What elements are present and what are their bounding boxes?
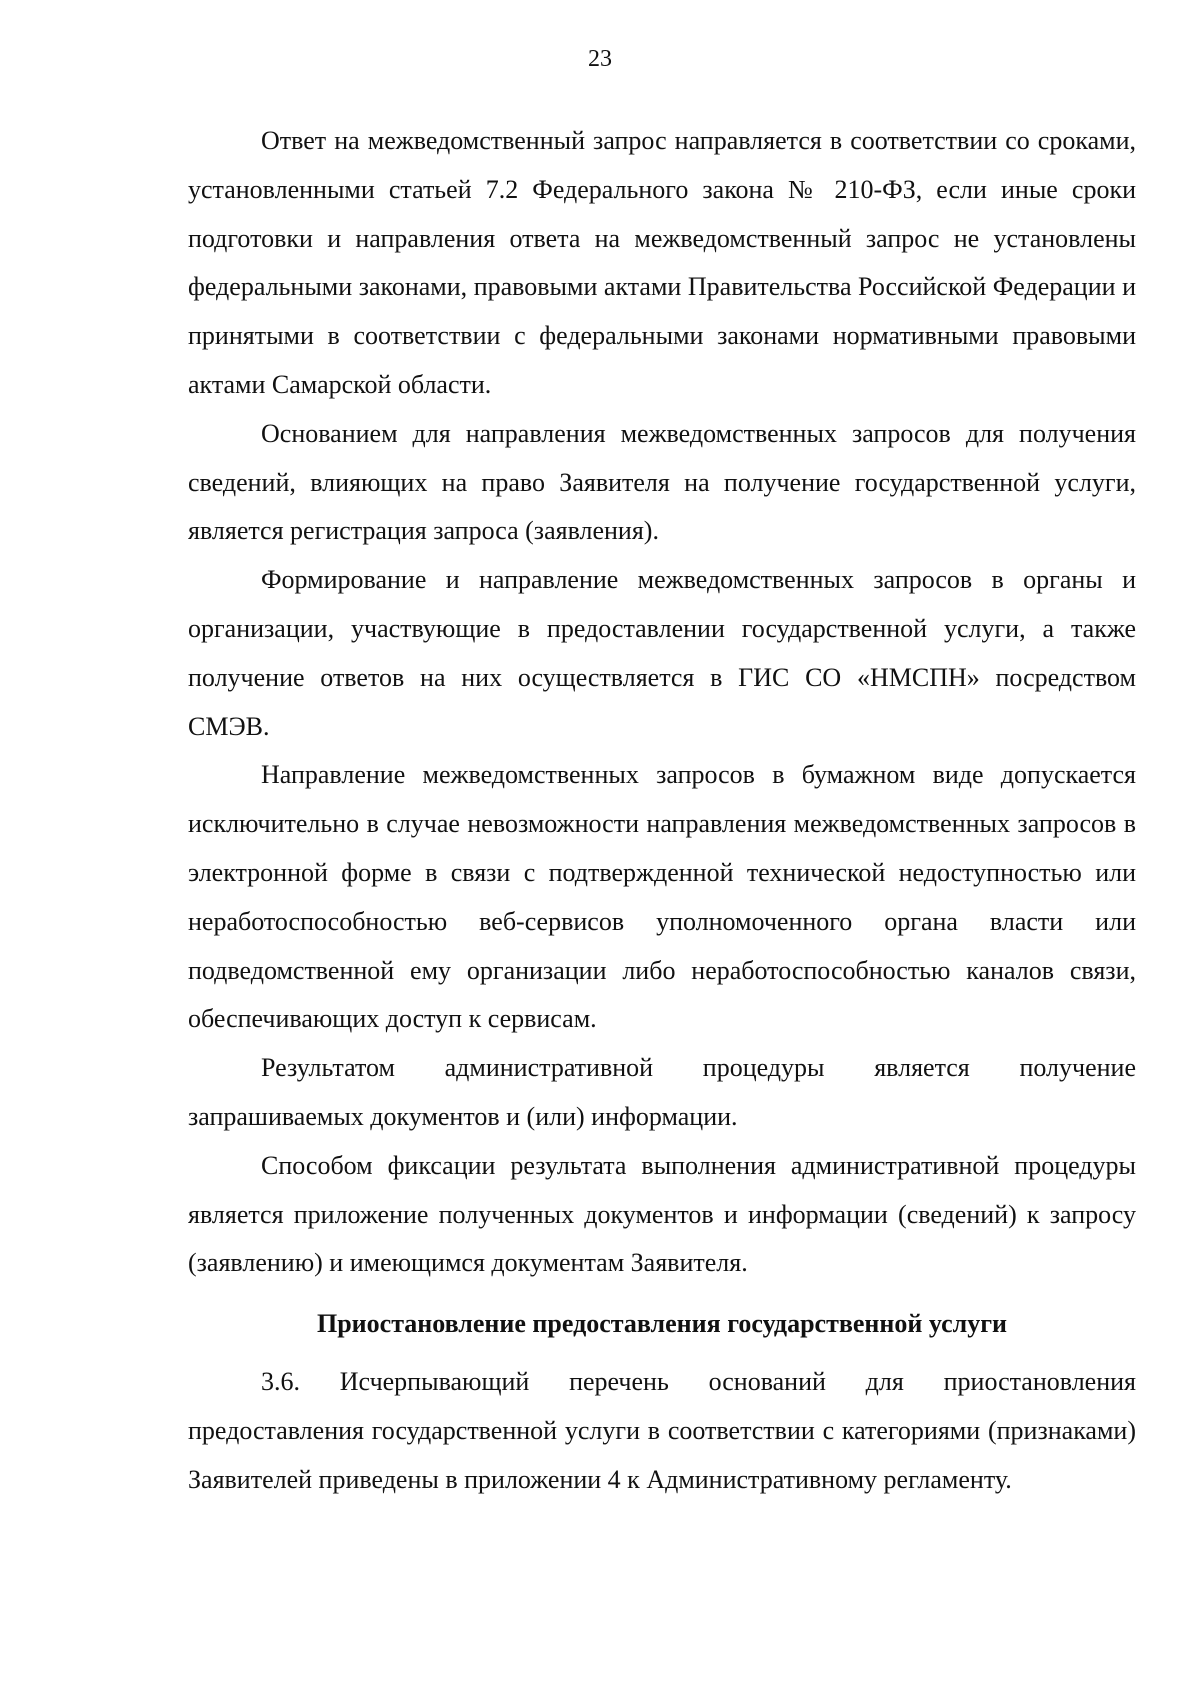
page-number: 23: [588, 46, 612, 72]
document-body: [188, 117, 1136, 1505]
section-heading-suspension: Приостановление предоставления государственной услуги: [316, 1309, 1007, 1339]
paragraph-interagency-response-deadlines: Ответ на межведомственный запрос направляется в соответствии со сроками, установленными статьей 7.2 Федерального закона № 210-ФЗ, если иные сроки подготовки и направления ответа на межведомственный запрос не установлены федеральными законами, правовыми актами Правительства Российской Федерации и принятыми в соответствии с федеральными законами нормативными правовыми актами Самарской области.: [188, 126, 1136, 399]
paragraph-result-recording: Способом фиксации результата выполнения административной процедуры является приложение полученных документов и информации (сведений) к запросу (заявлению) и имеющимся документам Заявителя.: [188, 1150, 1136, 1278]
paragraph-3-6-suspension-grounds: 3.6. Исчерпывающий перечень оснований для приостановления предоставления государственной услуги в соответствии с категориями (признаками) Заявителей приведены в приложении 4 к Административному регламенту.: [188, 1367, 1136, 1494]
paragraph-procedure-result: Результатом административной процедуры является получение запрашиваемых документов и (или) информации.: [188, 1053, 1136, 1131]
paragraph-requests-via-smev: Формирование и направление межведомственных запросов в органы и организации, участвующие в предоставлении государственной услуги, а также получение ответов на них осуществляется в ГИС СО «НМСПН» посредством СМЭВ.: [188, 565, 1136, 741]
paragraph-paper-requests: Направление межведомственных запросов в бумажном виде допускается исключительно в случае невозможности направления межведомственных запросов в электронной форме в связи с подтвержденной технической недоступностью или неработоспособностью веб-сервисов уполномоченного органа власти или подведомственной ему организации либо неработоспособностью каналов связи, обеспечивающих доступ к сервисам.: [188, 760, 1136, 1034]
paragraph-grounds-for-requests: Основанием для направления межведомственных запросов для получения сведений, влияющих на право Заявителя на получение государственной услуги, является регистрация запроса (заявления).: [188, 418, 1136, 546]
